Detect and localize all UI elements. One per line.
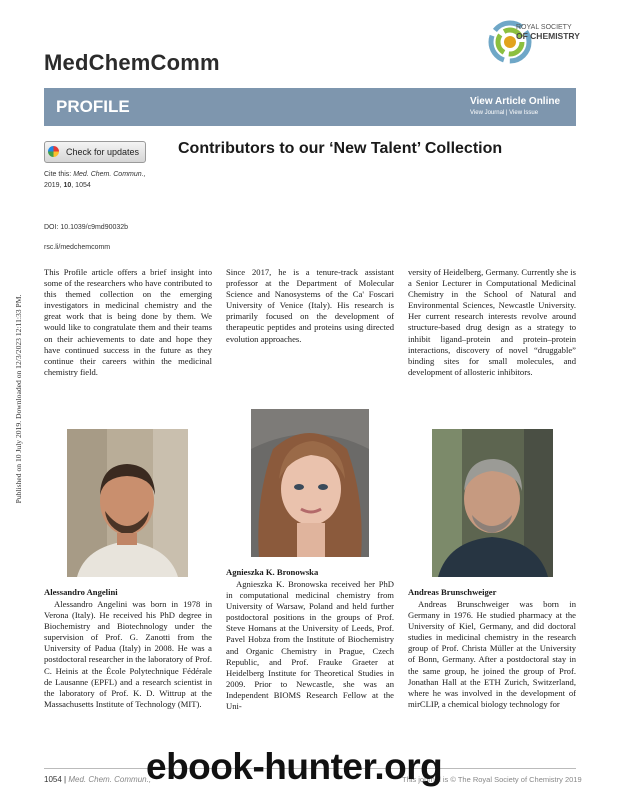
link-separator: | bbox=[505, 110, 508, 116]
view-links bbox=[470, 110, 538, 116]
cite-page: , 1054 bbox=[71, 182, 91, 189]
footer-separator: | bbox=[64, 775, 67, 784]
article-title: Contributors to our ‘New Talent’ Collection bbox=[178, 140, 503, 157]
cite-journal: Med. Chem. Commun., bbox=[73, 171, 146, 178]
watermark-text: ebook-hunter.org bbox=[146, 746, 443, 787]
footer-copyright: This journal is © The Royal Society of Chemistry 2019 bbox=[402, 775, 582, 784]
view-article-online-link[interactable]: View Article Online bbox=[470, 96, 561, 107]
check-updates-label: Check for updates bbox=[66, 147, 140, 157]
citation bbox=[44, 171, 146, 178]
cite-year: 2019, bbox=[44, 182, 62, 189]
publisher-line2: OF CHEMISTRY bbox=[516, 31, 580, 41]
profile-name-2: Agnieszka K. Bronowska bbox=[226, 567, 319, 577]
article-type-label: PROFILE bbox=[56, 97, 130, 116]
download-stamp: Published on 10 July 2019. Downloaded on 12/3/2023 12:11:33 PM. bbox=[14, 294, 23, 504]
intro-column-2 bbox=[226, 267, 394, 345]
profile-bio-3: Andreas Brunschweiger was born in Germany in 1976. He studied pharmacy at the University of Kiel, Germany, and did doctoral studies in medicinal chemistry in the research group of Prof. Christa Müller at the University of Bonn, Germany. After a postdoctoral stay in the same group, he joined the group of Prof. Jonathan Hall at the ETH Zurich, Switzerland, where he was involved in the development of mirCLIP, a chemical biology technology for bbox=[408, 599, 576, 709]
doi-link[interactable]: DOI: 10.1039/c9md90032b bbox=[44, 224, 129, 231]
cite-volume: 10 bbox=[63, 182, 72, 189]
portrait-agnieszka-bronowska bbox=[251, 409, 369, 557]
journal-short-link[interactable]: rsc.li/medchemcomm bbox=[44, 244, 111, 251]
profile-name-3: Andreas Brunschweiger bbox=[408, 587, 497, 597]
cite-prefix: Cite this: bbox=[44, 171, 72, 178]
journal-title[interactable]: MedChemComm bbox=[44, 50, 220, 75]
profile-bio-2: Agnieszka K. Bronowska received her PhD in computational medicinal chemistry from University of Warsaw, Poland and held further postdoctoral positions in the groups of Prof. Steve Homans at the University of Leeds, Prof. Pavel Hobza from the Institute of Biochemistry and Organic Chemistry in Prague, Czech Republic, and Prof. Frauke Graeter at Heidelberg Institute for Theoretical Studies in 2009. Prior to Newcastle, she was an Independent BIOMS Research Fellow at the Uni- bbox=[226, 579, 394, 712]
intro-column-1 bbox=[44, 267, 212, 378]
citation-volume bbox=[44, 182, 91, 189]
publisher-line1: ROYAL SOCIETY bbox=[516, 24, 572, 31]
intro-paragraph-2: Since 2017, he is a tenure-track assistant professor at the Department of Molecular Science and Nanosystems of the Ca' Foscari University of Venice (Italy). His research is primarily focused on the development of therapeutic peptides and proteins using directed evolution approaches. bbox=[226, 267, 394, 344]
page-number: 1054 bbox=[44, 775, 62, 784]
publisher-wordmark bbox=[516, 24, 580, 40]
footer-page-info bbox=[44, 775, 151, 784]
check-updates-icon bbox=[48, 146, 59, 157]
intro-paragraph-3: versity of Heidelberg, Germany. Currently she is a Senior Lecturer in Computational Medicinal Chemistry in the School of Natural and Environmental Sciences, Newcastle University. Her current research interests revolve around structure-based drug design as a strategy to inhibit ligand–protein and protein–protein interactions, discovery of novel “druggable” binding sites for small molecules, and development of allosteric inhibitors. bbox=[408, 267, 576, 377]
rsc-logo-icon[interactable] bbox=[488, 14, 562, 72]
portrait-andreas-brunschweiger bbox=[432, 429, 553, 577]
view-journal-link[interactable]: View Journal bbox=[470, 110, 505, 116]
footer-journal: Med. Chem. Commun., bbox=[68, 775, 152, 784]
portrait-alessandro-angelini bbox=[67, 429, 188, 577]
intro-column-3 bbox=[408, 267, 576, 378]
view-issue-link[interactable]: View Issue bbox=[509, 110, 539, 116]
intro-paragraph-1: This Profile article offers a brief insight into some of the researchers who have contributed to this themed collection on the emerging investigators in medicinal chemistry and the great work that is being done by them. We would like to congratulate them and their teams on their achievements to date and hope they have continued success in the future as they continue their careers within the medicinal chemistry field. bbox=[44, 267, 212, 377]
profile-bio-1: Alessandro Angelini was born in 1978 in Verona (Italy). He received his PhD degree in Biochemistry and Biotechnology under the supervision of Prof. G. Zanotti from the University of Padua (Italy) in 2008. He was a postdoctoral researcher in the laboratory of Prof. C. Heinis at the École Polytechnique Fédérale de Lausanne (EPFL) and a research scientist in the laboratory of Prof. K. D. Wittrup at the Massachusetts Institute of Technology (MIT). bbox=[44, 599, 212, 709]
profile-name-1: Alessandro Angelini bbox=[44, 587, 118, 597]
